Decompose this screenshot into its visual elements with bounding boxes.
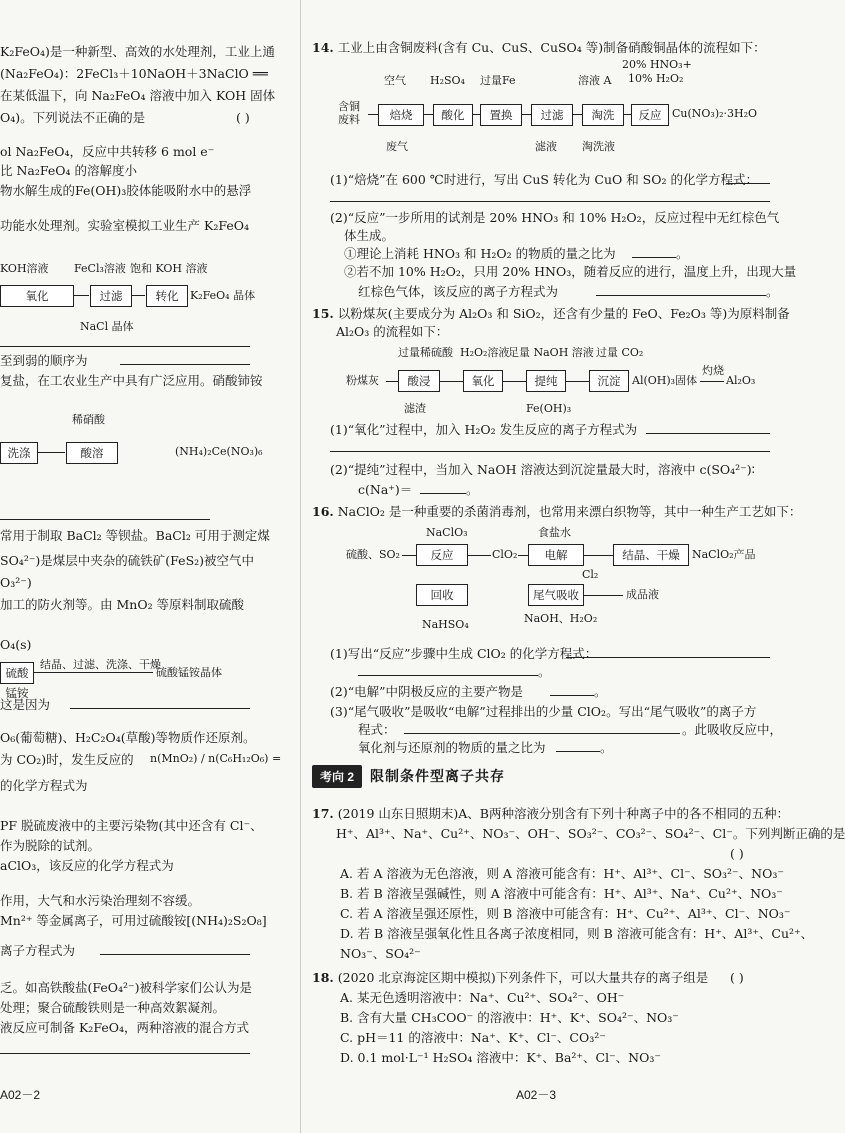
flow-start: 粉煤灰	[346, 374, 379, 387]
flow-label: 成品液	[626, 588, 659, 601]
sub-question: (2)“电解”中阴极反应的主要产物是	[330, 684, 523, 699]
option[interactable]: B. 若 B 溶液呈强碱性，则 A 溶液中可能含有：H⁺、Al³⁺、Na⁺、Cu²⁺、NO₃⁻	[340, 886, 783, 901]
flow-label: FeCl₃溶液	[74, 262, 126, 275]
flow-label: NaOH、H₂O₂	[524, 612, 598, 625]
answer-blank[interactable]	[330, 451, 770, 452]
arrow	[518, 555, 528, 556]
flow-product: NaClO₂产品	[692, 548, 756, 561]
sub-question: 。此吸收反应中，	[682, 722, 783, 737]
flow-box-leach: 酸浸	[398, 370, 440, 392]
flow-box-filter: 过滤	[531, 104, 573, 126]
text-line: 液反应可制备 K₂FeO₄，两种溶液的混合方式	[0, 1020, 249, 1035]
answer-blank[interactable]	[404, 733, 680, 734]
text-line: 复盐，在工农业生产中具有广泛应用。硝酸铈铵	[0, 373, 263, 388]
option[interactable]: A. 若 A 溶液为无色溶液，则 A 溶液可能含有：H⁺、Al³⁺、Cl⁻、SO₃²⁻、NO₃⁻	[340, 866, 784, 881]
answer-blank[interactable]	[330, 201, 770, 202]
text-line: Mn²⁺ 等金属离子，可用过硫酸铵[(NH₄)₂S₂O₈]	[0, 913, 267, 928]
arrow	[402, 555, 416, 556]
question-number: 14.	[312, 40, 334, 55]
option[interactable]: C. pH＝11 的溶液中：Na⁺、K⁺、Cl⁻、CO₃²⁻	[340, 1030, 606, 1045]
flow-label: 饱和 KOH 溶液	[130, 262, 208, 275]
arrow	[583, 555, 613, 556]
option[interactable]: D. 0.1 mol·L⁻¹ H₂SO₄ 溶液中：K⁺、Ba²⁺、Cl⁻、NO₃⁻	[340, 1050, 661, 1065]
flow-label: 过量稀硫酸	[398, 346, 453, 359]
answer-blank[interactable]	[0, 1053, 250, 1054]
flow-label: 空气	[384, 74, 406, 87]
text-line: PF 脱硫废液中的主要污染物(其中还含有 Cl⁻、	[0, 818, 263, 833]
question-number: 18.	[312, 970, 334, 985]
flow-label: 食盐水	[538, 526, 571, 539]
sub-question: 体生成。	[344, 228, 395, 243]
flow-label: K₂FeO₄ 晶体	[190, 289, 256, 302]
text-line: ol Na₂FeO₄，反应中共转移 6 mol e⁻	[0, 144, 215, 159]
text-line: 常用于制取 BaCl₂ 等钡盐。BaCl₂ 可用于测定煤	[0, 528, 270, 543]
question-stem: 工业上由含铜废料(含有 Cu、CuS、CuSO₄ 等)制备硝酸铜晶体的流程如下：	[337, 40, 766, 55]
answer-blank[interactable]	[100, 954, 250, 955]
question-stem: (2019 山东日照期末)A、B两种溶液分别含有下列十种离子中的各不相同的五种：	[337, 806, 789, 821]
flow-label: 20% HNO₃+	[622, 58, 692, 71]
text-line: 作用，大气和水污染治理刻不容缓。	[0, 893, 201, 908]
flow-label: Fe(OH)₃	[526, 402, 572, 415]
sub-question: (1)写出“反应”步骤中生成 ClO₂ 的化学方程式：	[330, 646, 598, 661]
arrow	[623, 114, 631, 115]
flow-box-oxidize: 氧化	[463, 370, 503, 392]
answer-bracket: ( )	[730, 846, 744, 861]
answer-blank[interactable]	[420, 493, 466, 494]
flow-box-electrolysis: 电解	[528, 544, 584, 566]
arrow	[33, 672, 153, 673]
answer-blank[interactable]	[566, 657, 770, 658]
text-line: 加工的防火剂等。由 MnO₂ 等原料制取硫酸	[0, 597, 245, 612]
arrow	[583, 595, 623, 596]
text-line: 离子方程式为	[0, 943, 76, 958]
arrow	[700, 381, 724, 382]
text-line: 这是因为	[0, 697, 51, 712]
arrow	[73, 295, 89, 296]
text-line: O₆(葡萄糖)、H₂C₂O₄(草酸)等物质作还原剂。	[0, 730, 256, 745]
text-line: 作为脱除的试剂。	[0, 838, 101, 853]
sub-question: (1)“焙烧”在 600 ℃时进行，写出 CuS 转化为 CuO 和 SO₂ 的化学方程式：	[330, 172, 758, 187]
flow-box-purify: 提纯	[526, 370, 566, 392]
sub-question: 氧化剂与还原剂的物质的量之比为	[358, 740, 546, 755]
flow-box-react: 反应	[631, 104, 669, 126]
flow-label: 灼烧	[702, 364, 724, 377]
flow-box-filter: 过滤	[90, 285, 132, 307]
text-line: SO₄²⁻)是煤层中夹杂的硫铁矿(FeS₂)被空气中	[0, 553, 255, 568]
arrow	[572, 114, 582, 115]
flow-box-acidify: 酸化	[433, 104, 473, 126]
flow-box-wash: 洗涤	[0, 442, 38, 464]
flow-label: 结晶、过滤、洗涤、干燥	[40, 658, 161, 671]
flow-label: Cl₂	[582, 568, 599, 581]
flow-product: Cu(NO₃)₂·3H₂O	[672, 107, 758, 120]
flow-box-elutriate: 淘洗	[582, 104, 624, 126]
answer-bracket: ( )	[730, 970, 744, 985]
answer-blank[interactable]	[646, 433, 770, 434]
text-line: (Na₂FeO₄)：2FeCl₃＋10NaOH＋3NaClO ══	[0, 66, 268, 81]
flow-label: H₂SO₄	[430, 74, 465, 87]
text-line: 为 CO₂)时，发生反应的	[0, 752, 134, 767]
flow-label: 过量Fe	[480, 74, 516, 87]
answer-blank[interactable]	[0, 519, 210, 520]
sub-question: (2)“提纯”过程中，当加入 NaOH 溶液达到沉淀量最大时，溶液中 c(SO₄²⁻)∶	[330, 462, 755, 477]
question-stem: 以粉煤灰(主要成分为 Al₂O₃ 和 SiO₂，还含有少量的 FeO、Fe₂O₃ 等)为原料制备	[337, 306, 790, 321]
question-stem: Al₂O₃ 的流程如下：	[336, 324, 449, 339]
flow-label: 过量 CO₂	[596, 346, 644, 359]
flow-label: 足量 NaOH 溶液	[508, 346, 594, 359]
arrow	[467, 555, 491, 556]
answer-blank[interactable]	[70, 708, 250, 709]
flow-label: NaHSO₄	[422, 618, 469, 631]
text-line: 功能水处理剂。实验室模拟工业生产 K₂FeO₄	[0, 218, 249, 233]
flow-label: 溶液 A	[578, 74, 612, 87]
flow-label: KOH溶液	[0, 262, 49, 275]
page-number: A02－3	[516, 1088, 557, 1102]
text-line: K₂FeO₄)是一种新型、高效的水处理剂，工业上通	[0, 44, 275, 59]
sub-question: ②若不加 10% H₂O₂，只用 20% HNO₃，随着反应的进行，温度上升，出现大量	[344, 264, 797, 279]
flow-label: 滤液	[535, 140, 557, 153]
flow-label: 废气	[386, 140, 408, 153]
flow-box-react: 反应	[416, 544, 468, 566]
text-line: O₄)。下列说法不正确的是	[0, 110, 146, 125]
section-title: 限制条件型离子共存	[370, 768, 506, 784]
flow-box-roast: 焙烧	[378, 104, 424, 126]
question-number: 15.	[312, 306, 334, 321]
text-line: 物水解生成的Fe(OH)₃胶体能吸附水中的悬浮	[0, 183, 252, 198]
answer-blank[interactable]	[632, 257, 676, 258]
arrow	[565, 381, 589, 382]
arrow	[521, 114, 531, 115]
flow-label: NaClO₃	[426, 526, 468, 539]
sub-question: (1)“氧化”过程中，加入 H₂O₂ 发生反应的离子方程式为	[330, 422, 638, 437]
flow-label: 滤渣	[404, 402, 426, 415]
flow-label: 硫酸、SO₂	[346, 548, 400, 561]
option[interactable]: C. 若 A 溶液呈强还原性，则 B 溶液中可能含有：H⁺、Cu²⁺、Al³⁺、Cl⁻、NO₃⁻	[340, 906, 791, 921]
flow-box-mnso4: 硫酸锰铵	[0, 662, 34, 684]
answer-blank[interactable]	[0, 346, 250, 347]
arrow	[368, 114, 378, 115]
arrow	[37, 452, 65, 453]
option[interactable]: D. 若 B 溶液呈强氧化性且各离子浓度相同，则 B 溶液可能含有：H⁺、Al³⁺、Cu²⁺、	[340, 926, 814, 941]
arrow	[439, 381, 463, 382]
question-stem: (2020 北京海淀区期中模拟)下列条件下，可以大量共存的离子组是	[337, 970, 709, 985]
answer-blank[interactable]	[550, 695, 594, 696]
arrow	[502, 381, 526, 382]
sub-question: (3)“尾气吸收”是吸收“电解”过程排出的少量 ClO₂。写出“尾气吸收”的离子方	[330, 704, 757, 719]
question-stem: H⁺、Al³⁺、Na⁺、Cu²⁺、NO₃⁻、OH⁻、SO₃²⁻、CO₃²⁻、SO₄²⁻、Cl⁻。下列判断正确的是	[336, 826, 845, 841]
ratio-expression: n(MnO₂) / n(C₆H₁₂O₆) =	[150, 752, 282, 765]
text-line: 处理；聚合硫酸铁则是一种高效絮凝剂。	[0, 1000, 226, 1015]
page-number: A02－2	[0, 1088, 41, 1102]
sub-question: ①理论上消耗 HNO₃ 和 H₂O₂ 的物质的量之比为	[344, 246, 616, 261]
flow-box-replace: 置换	[480, 104, 522, 126]
answer-bracket: ( )	[236, 110, 250, 125]
flow-start: 含铜废料	[338, 100, 360, 127]
text-line: 在某低温下，向 Na₂FeO₄ 溶液中加入 KOH 固体	[0, 88, 276, 103]
text-line: 乏。如高铁酸盐(FeO₄²⁻)被科学家们公认为是	[0, 980, 253, 995]
flow-box-crystallize: 结晶、干燥	[613, 544, 689, 566]
section-header	[312, 764, 505, 788]
flow-label: NaCl 晶体	[80, 320, 134, 333]
text-line: O₃²⁻)	[0, 575, 32, 590]
flow-label: (NH₄)₂Ce(NO₃)₆	[175, 445, 263, 458]
arrow	[386, 381, 398, 382]
question-number: 16.	[312, 504, 334, 519]
flow-product: Al₂O₃	[726, 374, 756, 387]
text-line: 比 Na₂FeO₄ 的溶解度小	[0, 163, 137, 178]
option[interactable]: B. 含有大量 CH₃COO⁻ 的溶液中：H⁺、K⁺、SO₄²⁻、NO₃⁻	[340, 1010, 679, 1025]
flow-box-oxidize: 氧化	[0, 285, 74, 307]
question-stem: NaClO₂ 是一种重要的杀菌消毒剂，也常用来漂白织物等，其中一种生产工艺如下：	[337, 504, 802, 519]
flow-box-precipitate: 沉淀	[589, 370, 629, 392]
text-line: 的化学方程式为	[0, 778, 88, 793]
answer-blank[interactable]	[556, 751, 600, 752]
section-tag: 考向 2	[312, 765, 362, 788]
flow-label: ClO₂	[492, 548, 518, 561]
option[interactable]: A. 某无色透明溶液中：Na⁺、Cu²⁺、SO₄²⁻、OH⁻	[340, 990, 625, 1005]
flow-box-recover: 回收	[416, 584, 468, 606]
flow-box-convert: 转化	[146, 285, 188, 307]
text-line: 至到弱的顺序为	[0, 353, 88, 368]
flow-box-acid: 酸溶	[66, 442, 118, 464]
flow-label: H₂O₂溶液	[460, 346, 510, 359]
text-line: aClO₃，该反应的化学方程式为	[0, 858, 174, 873]
flow-box-absorb: 尾气吸收	[528, 584, 584, 606]
sub-question: 红棕色气体，该反应的离子方程式为	[358, 284, 559, 299]
option[interactable]: NO₃⁻、SO₄²⁻	[340, 946, 421, 961]
answer-blank[interactable]	[358, 675, 538, 676]
answer-blank[interactable]	[726, 183, 770, 184]
sub-question: c(Na⁺)＝	[358, 482, 413, 497]
sub-question: 程式：	[358, 722, 396, 737]
flow-label: 淘洗液	[582, 140, 615, 153]
answer-blank[interactable]	[120, 364, 250, 365]
column-divider	[300, 0, 301, 1133]
flow-label: 稀硝酸	[72, 413, 105, 426]
arrow	[131, 295, 145, 296]
answer-blank[interactable]	[596, 295, 766, 296]
flow-label: Al(OH)₃固体	[632, 374, 698, 387]
arrow	[472, 114, 480, 115]
question-number: 17.	[312, 806, 334, 821]
flow-label: 10% H₂O₂	[628, 72, 684, 85]
text-line: O₄(s)	[0, 637, 32, 652]
flow-label: 硫酸锰铵晶体	[156, 666, 222, 679]
sub-question: (2)“反应”一步所用的试剂是 20% HNO₃ 和 10% H₂O₂，反应过程中无红棕色气	[330, 210, 780, 225]
arrow	[423, 114, 433, 115]
